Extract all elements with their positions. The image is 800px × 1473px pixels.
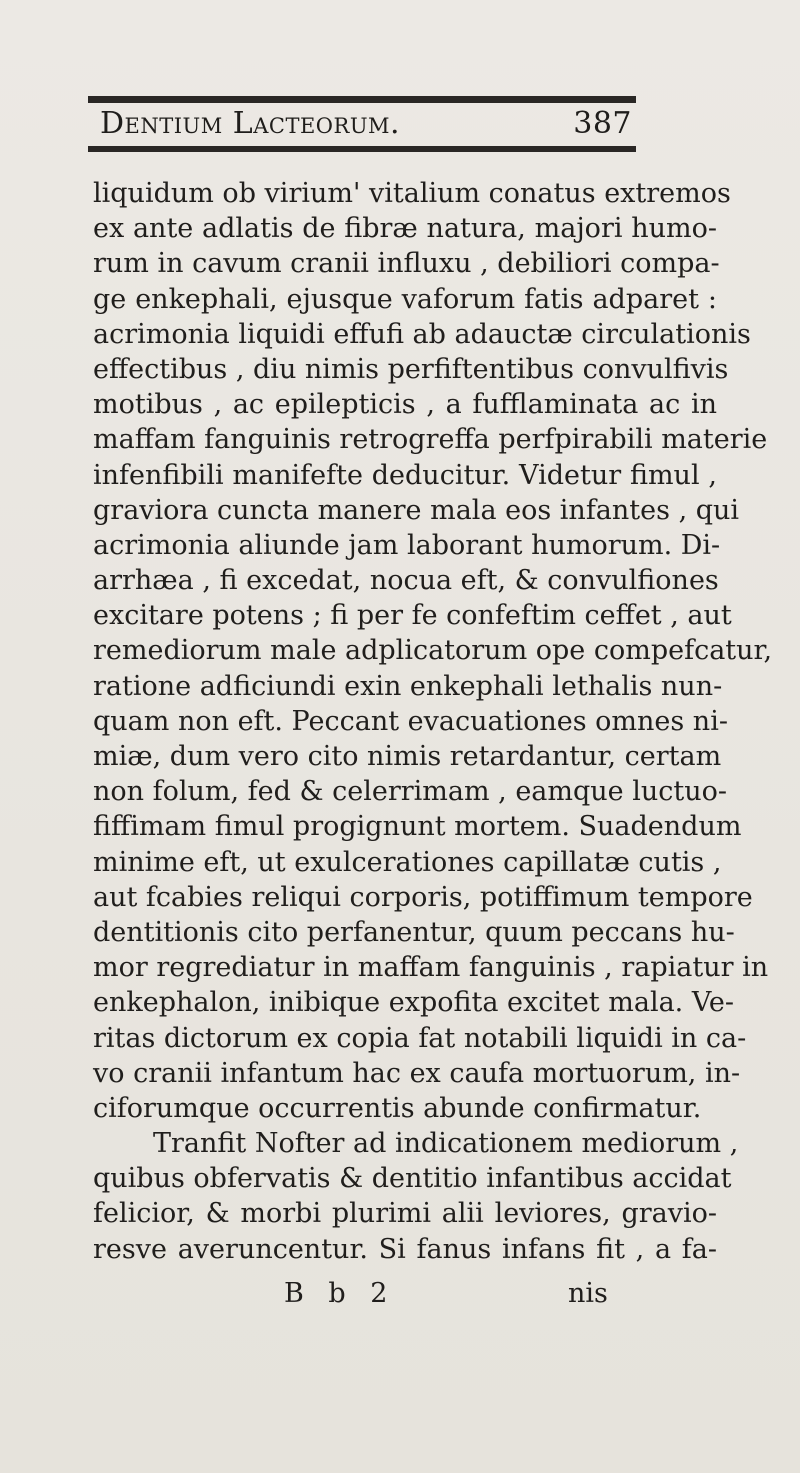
footer-line — [284, 1277, 608, 1311]
text-line: Tranfit Nofter ad indicationem mediorum , — [153, 1128, 739, 1160]
text-line: graviora cuncta manere mala eos infantes , qui — [93, 494, 740, 526]
text-line: ge enkephali, ejusque vaforum fatis adparet : — [93, 283, 717, 315]
text-line: non folum, fed & celerrimam , eamque luctuo- — [93, 776, 727, 808]
text-line: remediorum male adplicatorum ope compefcatur, — [93, 635, 773, 667]
text-line: ritas dictorum ex copia fat notabili liquidi in ca- — [93, 1022, 747, 1054]
text-line: excitare potens ; fi per fe confeftim ceffet , aut — [93, 600, 732, 632]
catchword: nis — [568, 1278, 608, 1309]
text-line: felicior, & morbi plurimi alii leviores, gravio- — [93, 1198, 717, 1230]
text-line: quibus obfervatis & dentitio infantibus accidat — [93, 1163, 732, 1195]
text-line: resve averuncentur. Si fanus infans fit , a fa- — [93, 1233, 717, 1265]
text-line: effectibus , diu nimis perfiftentibus convulfivis — [93, 353, 729, 385]
signature-mark: B b 2 — [284, 1278, 396, 1309]
header-rule-bottom — [88, 146, 636, 152]
running-title: Dentium Lacteorum. — [100, 106, 401, 141]
text-line: vo cranii infantum hac ex caufa mortuorum, in- — [93, 1057, 741, 1089]
text-line: miæ, dum vero cito nimis retardantur, certam — [93, 741, 722, 772]
text-line: rum in cavum cranii influxu , debiliori compa- — [93, 248, 720, 280]
body-text — [93, 176, 773, 1267]
text-line: arrhæa , fi excedat, nocua eft, & convulfiones — [93, 565, 719, 597]
text-line: quam non eft. Peccant evacuationes omnes ni- — [93, 705, 728, 737]
text-line: mor regrediatur in maffam fanguinis , rapiatur in — [93, 952, 769, 984]
header-rule-top — [88, 96, 636, 103]
running-head — [100, 107, 640, 141]
text-line: infenfibili manifefte deducitur. Videtur fimul , — [93, 459, 717, 491]
text-line: maffam fanguinis retrogreffa perfpirabili materie — [93, 424, 768, 456]
text-line: acrimonia liquidi effufi ab adauctæ circulationis — [93, 318, 751, 350]
text-line: liquidum ob virium' vitalium conatus extremos — [93, 178, 731, 209]
text-line: fiffimam fimul progignunt mortem. Suadendum — [93, 811, 742, 843]
text-line: ex ante adlatis de fibræ natura, majori humo- — [93, 213, 717, 245]
text-line: acrimonia aliunde jam laborant humorum. Di- — [93, 529, 721, 561]
text-line: minime eft, ut exulcerationes capillatæ cutis , — [93, 846, 722, 878]
text-line: dentitionis cito perfanentur, quum peccans hu- — [93, 916, 735, 948]
text-line: ratione adficiundi exin enkephali lethalis nun- — [93, 670, 723, 702]
page-number: 387 — [573, 106, 632, 141]
text-line: motibus , ac epilepticis , a fufflaminata ac in — [93, 389, 717, 421]
text-line: enkephalon, inibique expofita excitet mala. Ve- — [93, 987, 734, 1019]
text-line: ciforumque occurrentis abunde confirmatur. — [93, 1092, 702, 1124]
text-line: aut fcabies reliqui corporis, potiffimum tempore — [93, 881, 753, 913]
